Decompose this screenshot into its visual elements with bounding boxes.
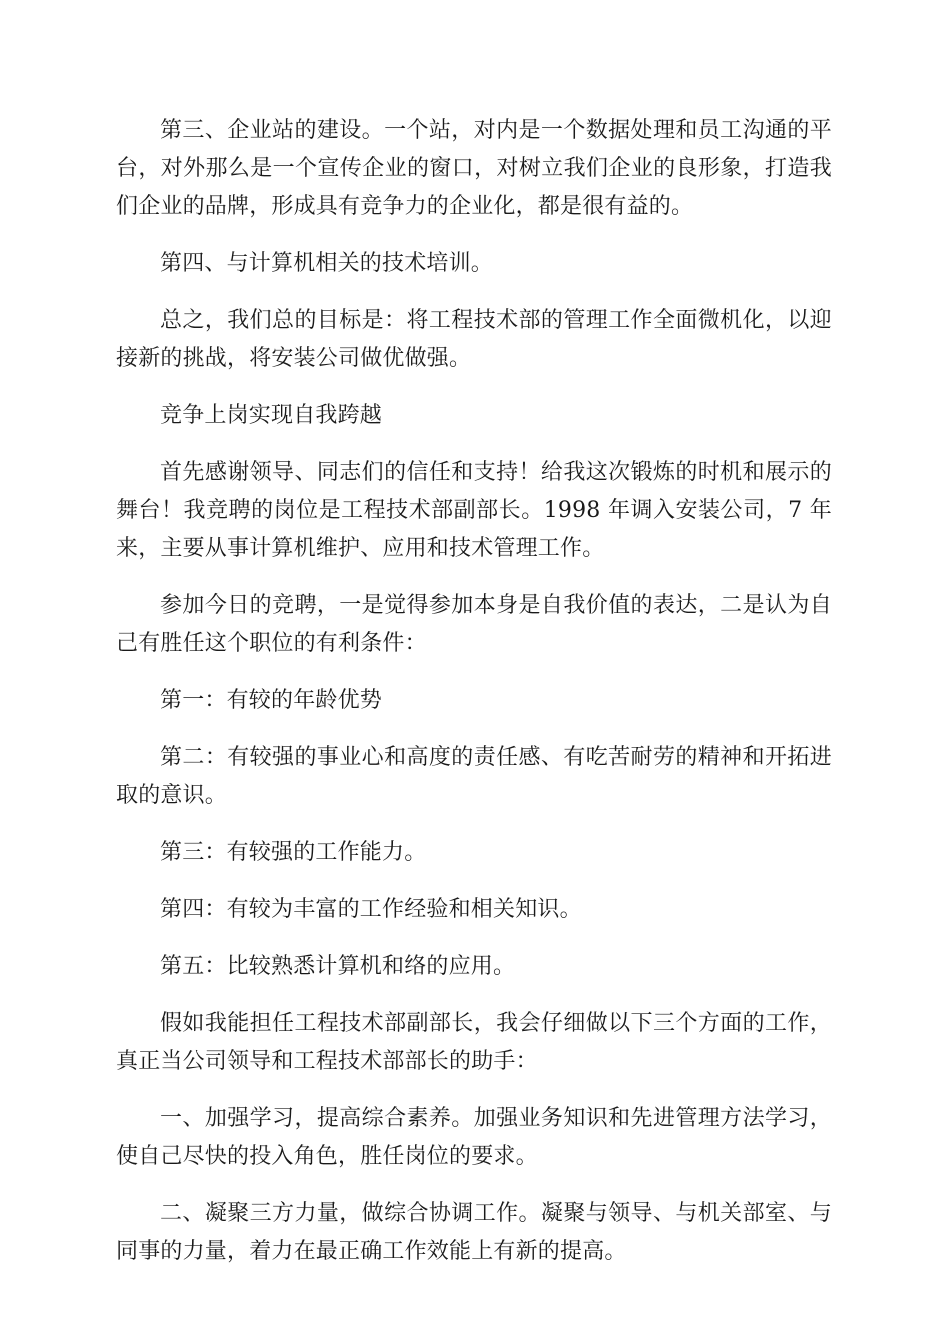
paragraph-12: 假如我能担任工程技术部副部长，我会仔细做以下三个方面的工作，真正当公司领导和工程技术部部长的助手： (116, 1011, 832, 1074)
paragraph-5: 首先感谢领导、同志们的信任和支持！给我这次锻炼的时机和展示的舞台！我竞聘的岗位是工程技术部副部长。1998 年调入安装公司，7 年来，主要从事计算机维护、应用和技术管理工作。 (116, 460, 832, 561)
paragraph-3: 总之，我们总的目标是：将工程技术部的管理工作全面微机化，以迎接新的挑战，将安装公司做优做强。 (116, 308, 832, 371)
paragraph-9: 第三：有较强的工作能力。 (160, 840, 427, 865)
paragraph-1: 第三、企业站的建设。一个站，对内是一个数据处理和员工沟通的平台，对外那么是一个宣传企业的窗口，对树立我们企业的良形象，打造我们企业的品牌，形成具有竞争力的企业化，都是很有益的。 (116, 118, 832, 219)
paragraph-7: 第一：有较的年龄优势 (160, 688, 383, 713)
paragraph-6: 参加今日的竞聘，一是觉得参加本身是自我价值的表达，二是认为自己有胜任这个职位的有利条件： (116, 593, 832, 656)
paragraph-8: 第二：有较强的事业心和高度的责任感、有吃苦耐劳的精神和开拓进取的意识。 (116, 745, 832, 808)
paragraph-11: 第五：比较熟悉计算机和络的应用。 (160, 954, 516, 979)
section-heading: 竞争上岗实现自我跨越 (160, 403, 383, 428)
paragraph-14: 二、凝聚三方力量，做综合协调工作。凝聚与领导、与机关部室、与同事的力量，着力在最正确工作效能上有新的提高。 (116, 1201, 832, 1264)
paragraph-10: 第四：有较为丰富的工作经验和相关知识。 (160, 897, 582, 922)
paragraph-2: 第四、与计算机相关的技术培训。 (160, 251, 494, 276)
document-body (116, 112, 832, 1290)
paragraph-13: 一、加强学习，提高综合素养。加强业务知识和先进管理方法学习，使自己尽快的投入角色，胜任岗位的要求。 (116, 1106, 832, 1169)
